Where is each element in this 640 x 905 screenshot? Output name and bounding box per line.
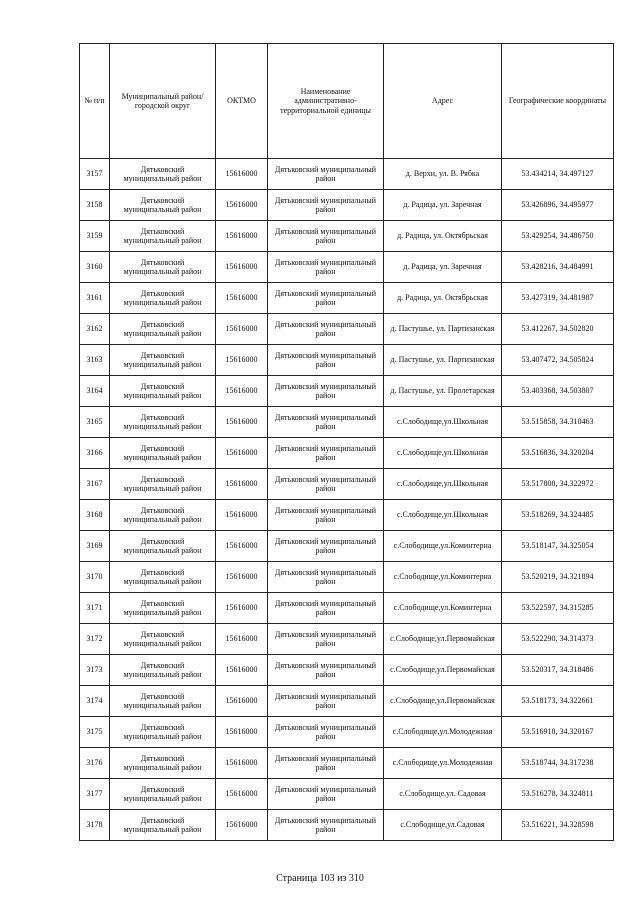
address-cell: с.Слободище,ул.Первомайская <box>384 655 502 686</box>
coordinates-cell: 53.518147, 34.325054 <box>502 531 614 562</box>
address-cell: с.Слободище,ул.Коминтерна <box>384 562 502 593</box>
address-cell: д. Радица, ул. Заречная <box>384 190 502 221</box>
table-row <box>80 376 614 407</box>
row-number: 3165 <box>80 407 110 438</box>
oktmo-cell: 15616000 <box>216 345 268 376</box>
district-cell: Дятьковский муниципальный район <box>110 655 216 686</box>
admin-unit-cell: Дятьковский муниципальный район <box>268 252 384 283</box>
district-cell: Дятьковский муниципальный район <box>110 686 216 717</box>
admin-unit-cell: Дятьковский муниципальный район <box>268 376 384 407</box>
header-admin-unit: Наименование административно-территориальной единицы <box>268 44 384 159</box>
row-number: 3177 <box>80 779 110 810</box>
row-number: 3175 <box>80 717 110 748</box>
coordinates-cell: 53.426896, 34.495977 <box>502 190 614 221</box>
admin-unit-cell: Дятьковский муниципальный район <box>268 314 384 345</box>
district-cell: Дятьковский муниципальный район <box>110 717 216 748</box>
oktmo-cell: 15616000 <box>216 407 268 438</box>
coordinates-cell: 53.518269, 34.324485 <box>502 500 614 531</box>
row-number: 3170 <box>80 562 110 593</box>
address-cell: д. Пастушье, ул. Партизанская <box>384 345 502 376</box>
district-cell: Дятьковский муниципальный район <box>110 159 216 190</box>
table-header-row <box>80 44 614 159</box>
table-row <box>80 562 614 593</box>
row-number: 3160 <box>80 252 110 283</box>
coordinates-cell: 53.403368, 34.503807 <box>502 376 614 407</box>
address-cell: с.Слободище,ул.Первомайская <box>384 686 502 717</box>
table-row <box>80 655 614 686</box>
admin-unit-cell: Дятьковский муниципальный район <box>268 593 384 624</box>
district-cell: Дятьковский муниципальный район <box>110 748 216 779</box>
oktmo-cell: 15616000 <box>216 221 268 252</box>
admin-unit-cell: Дятьковский муниципальный район <box>268 655 384 686</box>
table-row <box>80 221 614 252</box>
address-cell: д. Радица, ул. Октябрьская <box>384 221 502 252</box>
coordinates-cell: 53.516278, 34.324811 <box>502 779 614 810</box>
district-cell: Дятьковский муниципальный район <box>110 283 216 314</box>
table-row <box>80 500 614 531</box>
table-row <box>80 407 614 438</box>
coordinates-cell: 53.518744, 34.317238 <box>502 748 614 779</box>
table-row <box>80 314 614 345</box>
coordinates-cell: 53.517808, 34.322972 <box>502 469 614 500</box>
district-cell: Дятьковский муниципальный район <box>110 190 216 221</box>
row-number: 3164 <box>80 376 110 407</box>
coordinates-cell: 53.518173, 34.322661 <box>502 686 614 717</box>
oktmo-cell: 15616000 <box>216 469 268 500</box>
row-number: 3167 <box>80 469 110 500</box>
district-cell: Дятьковский муниципальный район <box>110 562 216 593</box>
admin-unit-cell: Дятьковский муниципальный район <box>268 469 384 500</box>
district-cell: Дятьковский муниципальный район <box>110 810 216 841</box>
admin-unit-cell: Дятьковский муниципальный район <box>268 283 384 314</box>
oktmo-cell: 15616000 <box>216 593 268 624</box>
oktmo-cell: 15616000 <box>216 500 268 531</box>
address-cell: с.Слободище,ул.Школьная <box>384 469 502 500</box>
row-number: 3163 <box>80 345 110 376</box>
header-number: № п/п <box>80 44 110 159</box>
header-coordinates: Географические координаты <box>502 44 614 159</box>
admin-unit-cell: Дятьковский муниципальный район <box>268 500 384 531</box>
registry-table <box>79 43 614 841</box>
district-cell: Дятьковский муниципальный район <box>110 376 216 407</box>
oktmo-cell: 15616000 <box>216 810 268 841</box>
row-number: 3166 <box>80 438 110 469</box>
table-row <box>80 469 614 500</box>
district-cell: Дятьковский муниципальный район <box>110 593 216 624</box>
oktmo-cell: 15616000 <box>216 655 268 686</box>
oktmo-cell: 15616000 <box>216 562 268 593</box>
coordinates-cell: 53.407472, 34.505824 <box>502 345 614 376</box>
district-cell: Дятьковский муниципальный район <box>110 314 216 345</box>
row-number: 3178 <box>80 810 110 841</box>
row-number: 3171 <box>80 593 110 624</box>
oktmo-cell: 15616000 <box>216 531 268 562</box>
admin-unit-cell: Дятьковский муниципальный район <box>268 438 384 469</box>
coordinates-cell: 53.522597, 34.315285 <box>502 593 614 624</box>
address-cell: с.Слободище,ул.Молодежная <box>384 717 502 748</box>
address-cell: д. Верхи, ул. В. Рябка <box>384 159 502 190</box>
coordinates-cell: 53.516918, 34.320167 <box>502 717 614 748</box>
address-cell: с.Слободище,ул.Школьная <box>384 438 502 469</box>
row-number: 3157 <box>80 159 110 190</box>
table-row <box>80 438 614 469</box>
row-number: 3172 <box>80 624 110 655</box>
admin-unit-cell: Дятьковский муниципальный район <box>268 190 384 221</box>
district-cell: Дятьковский муниципальный район <box>110 469 216 500</box>
address-cell: с.Слободище,ул.Коминтерна <box>384 593 502 624</box>
table-row <box>80 748 614 779</box>
address-cell: с.Слободище,ул. Садовая <box>384 779 502 810</box>
oktmo-cell: 15616000 <box>216 283 268 314</box>
coordinates-cell: 53.427319, 34.481987 <box>502 283 614 314</box>
address-cell: с.Слободище,ул.Первомайская <box>384 624 502 655</box>
table-row <box>80 624 614 655</box>
district-cell: Дятьковский муниципальный район <box>110 779 216 810</box>
row-number: 3176 <box>80 748 110 779</box>
header-district: Муниципальный район/городской округ <box>110 44 216 159</box>
table-row <box>80 686 614 717</box>
table-row <box>80 779 614 810</box>
table-row <box>80 810 614 841</box>
row-number: 3161 <box>80 283 110 314</box>
coordinates-cell: 53.434214, 34.497127 <box>502 159 614 190</box>
admin-unit-cell: Дятьковский муниципальный район <box>268 345 384 376</box>
admin-unit-cell: Дятьковский муниципальный район <box>268 407 384 438</box>
table-body <box>80 159 614 841</box>
coordinates-cell: 53.515858, 34.310463 <box>502 407 614 438</box>
oktmo-cell: 15616000 <box>216 624 268 655</box>
address-cell: с.Слободище,ул.Школьная <box>384 500 502 531</box>
coordinates-cell: 53.412267, 34.502820 <box>502 314 614 345</box>
row-number: 3174 <box>80 686 110 717</box>
admin-unit-cell: Дятьковский муниципальный район <box>268 624 384 655</box>
coordinates-cell: 53.428216, 34.484991 <box>502 252 614 283</box>
address-cell: с.Слободище,ул.Школьная <box>384 407 502 438</box>
admin-unit-cell: Дятьковский муниципальный район <box>268 779 384 810</box>
admin-unit-cell: Дятьковский муниципальный район <box>268 686 384 717</box>
row-number: 3173 <box>80 655 110 686</box>
row-number: 3168 <box>80 500 110 531</box>
oktmo-cell: 15616000 <box>216 438 268 469</box>
coordinates-cell: 53.520317, 34.318486 <box>502 655 614 686</box>
district-cell: Дятьковский муниципальный район <box>110 345 216 376</box>
coordinates-cell: 53.516836, 34.320204 <box>502 438 614 469</box>
district-cell: Дятьковский муниципальный район <box>110 407 216 438</box>
address-cell: д. Радица, ул. Октябрьская <box>384 283 502 314</box>
header-address: Адрес <box>384 44 502 159</box>
oktmo-cell: 15616000 <box>216 748 268 779</box>
table-row <box>80 717 614 748</box>
admin-unit-cell: Дятьковский муниципальный район <box>268 159 384 190</box>
page-footer: Страница 103 из 310 <box>276 873 364 884</box>
admin-unit-cell: Дятьковский муниципальный район <box>268 531 384 562</box>
table-row <box>80 190 614 221</box>
oktmo-cell: 15616000 <box>216 252 268 283</box>
coordinates-cell: 53.520219, 34.321894 <box>502 562 614 593</box>
admin-unit-cell: Дятьковский муниципальный район <box>268 748 384 779</box>
row-number: 3159 <box>80 221 110 252</box>
admin-unit-cell: Дятьковский муниципальный район <box>268 717 384 748</box>
address-cell: с.Слободище,ул.Садовая <box>384 810 502 841</box>
table-row <box>80 159 614 190</box>
oktmo-cell: 15616000 <box>216 314 268 345</box>
district-cell: Дятьковский муниципальный район <box>110 500 216 531</box>
oktmo-cell: 15616000 <box>216 190 268 221</box>
address-cell: д. Пастушье, ул. Пролетарская <box>384 376 502 407</box>
coordinates-cell: 53.516221, 34.328598 <box>502 810 614 841</box>
row-number: 3162 <box>80 314 110 345</box>
header-oktmo: ОКТМО <box>216 44 268 159</box>
district-cell: Дятьковский муниципальный район <box>110 624 216 655</box>
oktmo-cell: 15616000 <box>216 686 268 717</box>
table-row <box>80 345 614 376</box>
district-cell: Дятьковский муниципальный район <box>110 252 216 283</box>
oktmo-cell: 15616000 <box>216 779 268 810</box>
district-cell: Дятьковский муниципальный район <box>110 221 216 252</box>
admin-unit-cell: Дятьковский муниципальный район <box>268 562 384 593</box>
table-row <box>80 593 614 624</box>
coordinates-cell: 53.429254, 34.486750 <box>502 221 614 252</box>
district-cell: Дятьковский муниципальный район <box>110 531 216 562</box>
address-cell: с.Слободище,ул.Коминтерна <box>384 531 502 562</box>
table-row <box>80 252 614 283</box>
row-number: 3158 <box>80 190 110 221</box>
oktmo-cell: 15616000 <box>216 376 268 407</box>
oktmo-cell: 15616000 <box>216 159 268 190</box>
admin-unit-cell: Дятьковский муниципальный район <box>268 810 384 841</box>
address-cell: с.Слободище,ул.Молодежная <box>384 748 502 779</box>
coordinates-cell: 53.522290, 34.314373 <box>502 624 614 655</box>
address-cell: д. Радица, ул. Заречная <box>384 252 502 283</box>
row-number: 3169 <box>80 531 110 562</box>
table-row <box>80 531 614 562</box>
district-cell: Дятьковский муниципальный район <box>110 438 216 469</box>
oktmo-cell: 15616000 <box>216 717 268 748</box>
admin-unit-cell: Дятьковский муниципальный район <box>268 221 384 252</box>
address-cell: д. Пастушье, ул. Партизанская <box>384 314 502 345</box>
table-row <box>80 283 614 314</box>
